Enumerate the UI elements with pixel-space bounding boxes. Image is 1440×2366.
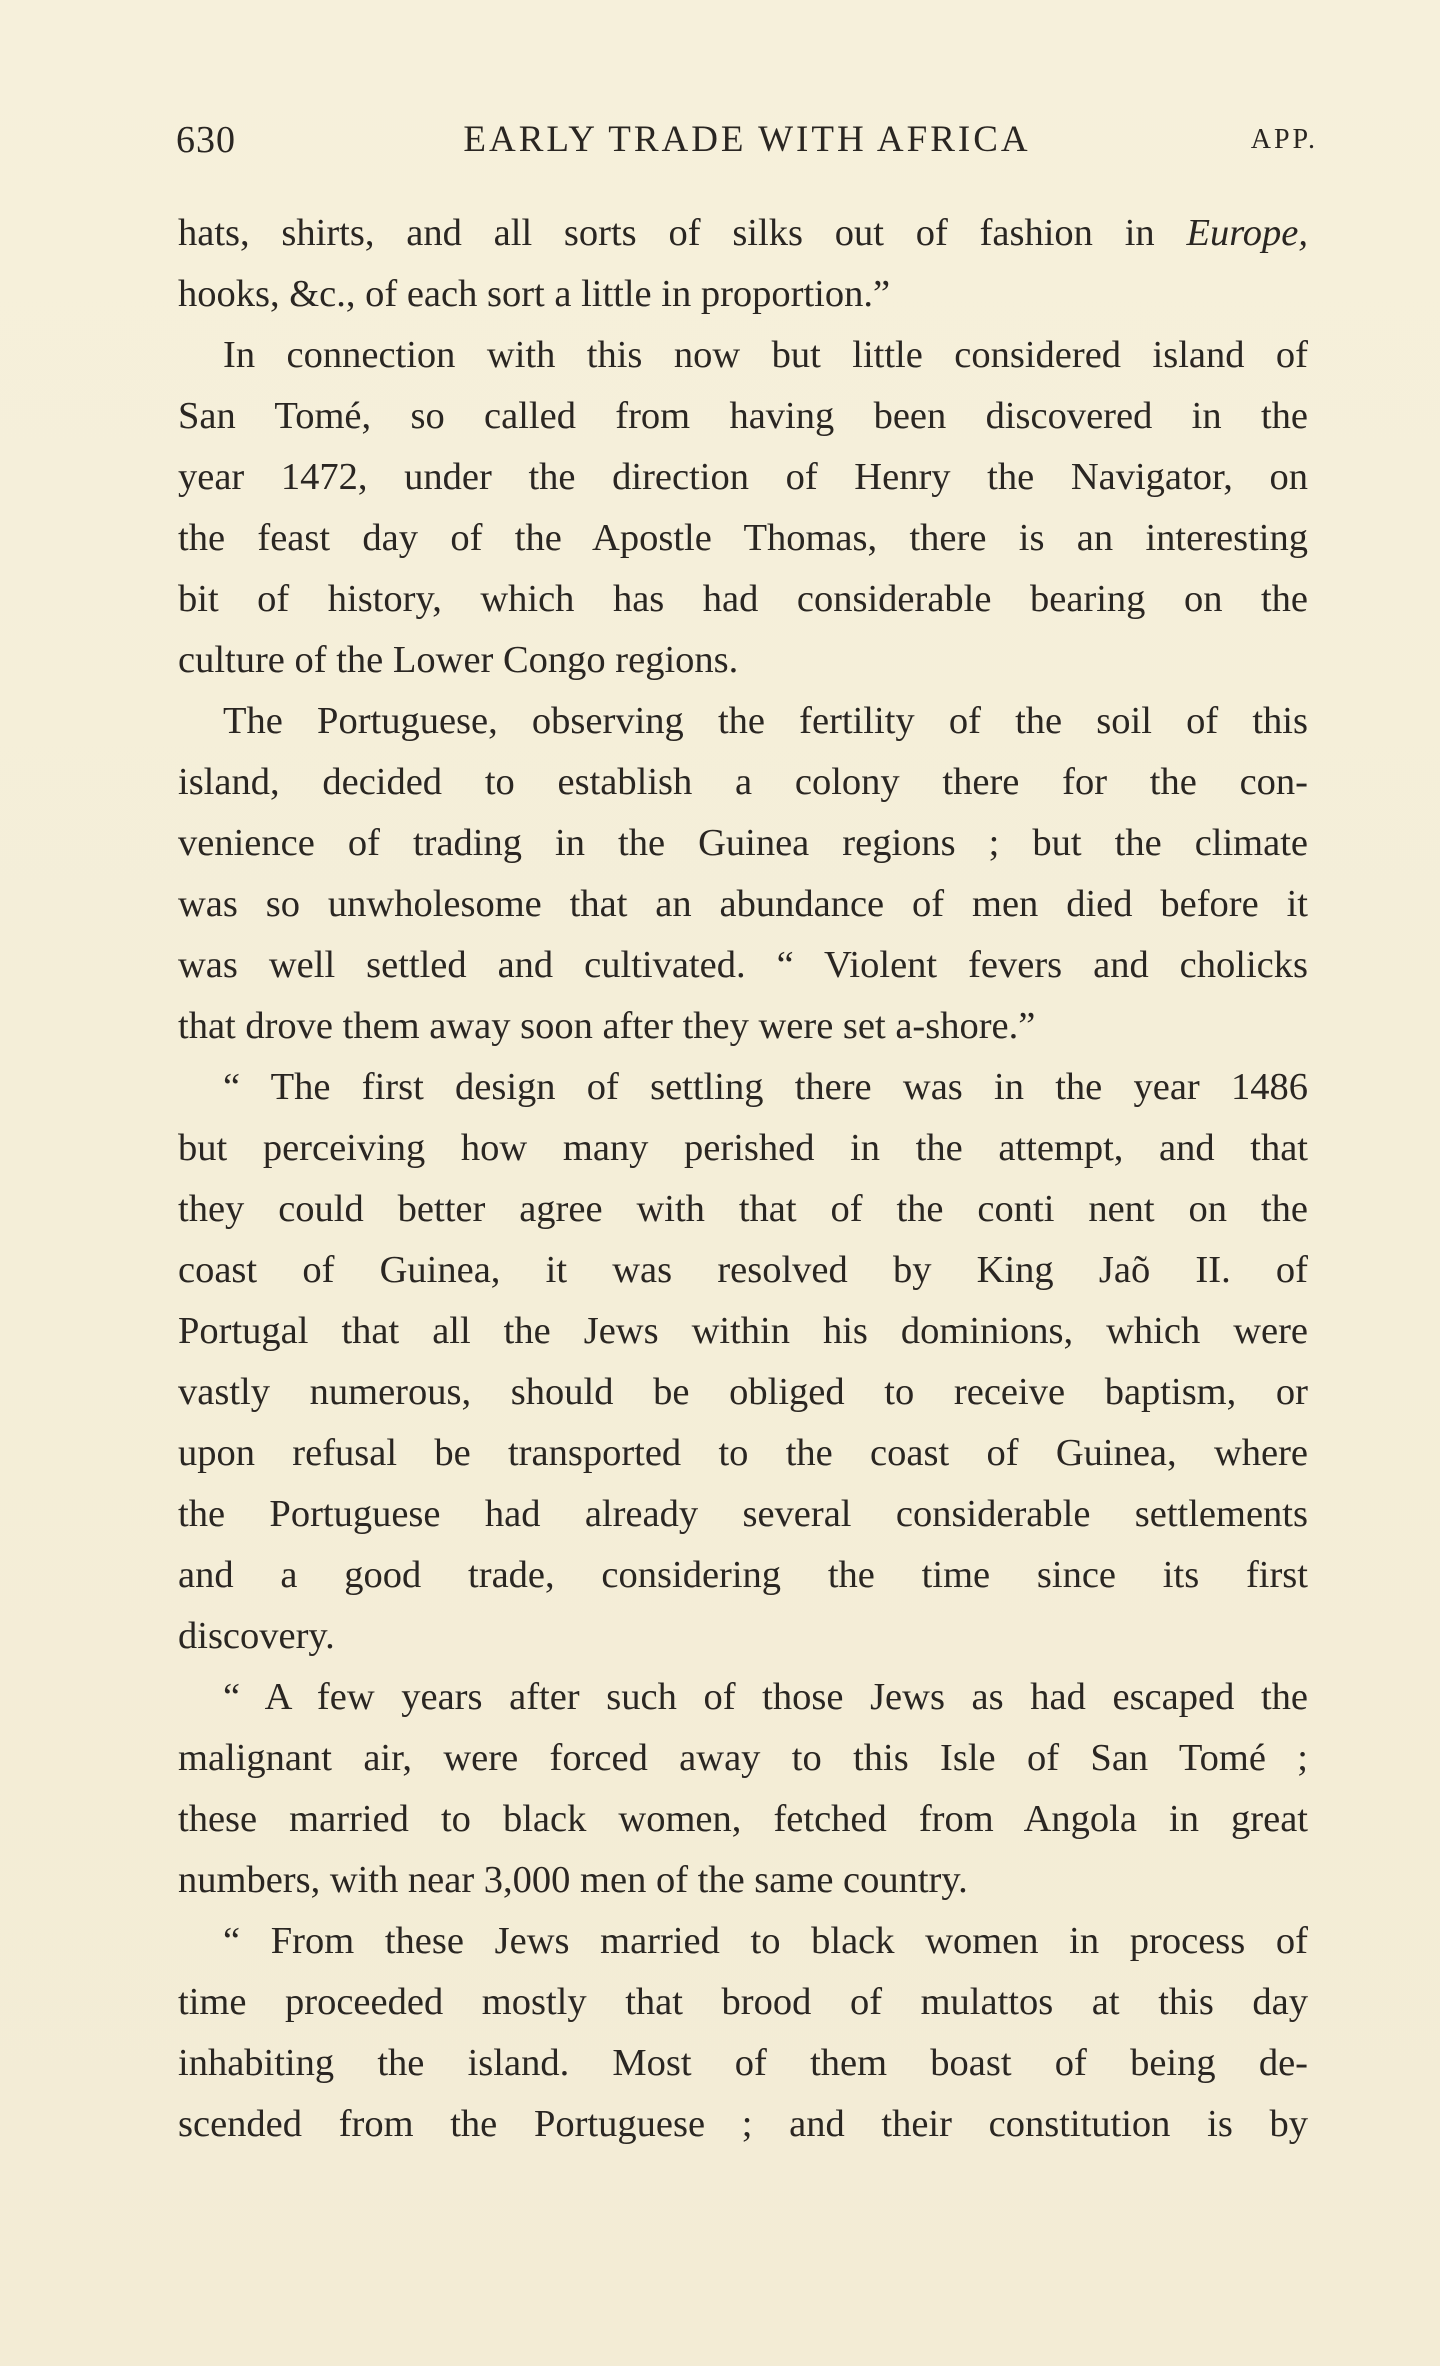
- text-line: year 1472, under the direction of Henry the Navigator, on: [178, 456, 1308, 498]
- text-line: was so unwholesome that an abundance of men died before it: [178, 883, 1308, 925]
- text-line: vastly numerous, should be obliged to receive baptism, or: [178, 1371, 1308, 1413]
- text-line: island, decided to establish a colony there for the con-: [178, 761, 1308, 803]
- section-mark: APP.: [1250, 124, 1318, 155]
- text-line: Portugal that all the Jews within his dominions, which were: [178, 1310, 1308, 1352]
- text-line: culture of the Lower Congo regions.: [178, 639, 739, 681]
- text-line: hooks, &c., of each sort a little in proportion.”: [178, 273, 891, 315]
- text-line: the Portuguese had already several considerable settlements: [178, 1493, 1308, 1535]
- text-line: and a good trade, considering the time since its first: [178, 1554, 1308, 1596]
- running-header: [176, 118, 1318, 166]
- text-line: scended from the Portuguese ; and their constitution is by: [178, 2103, 1308, 2145]
- text-line: they could better agree with that of the conti nent on the: [178, 1188, 1308, 1230]
- running-title: EARLY TRADE WITH AFRICA: [463, 119, 1031, 160]
- page-number: 630: [176, 119, 236, 161]
- text-line: upon refusal be transported to the coast of Guinea, where: [178, 1432, 1308, 1474]
- text-line: that drove them away soon after they were set a-shore.”: [178, 1005, 1036, 1047]
- text-line: these married to black women, fetched from Angola in great: [178, 1798, 1308, 1840]
- text-line: bit of history, which has had considerable bearing on the: [178, 578, 1308, 620]
- text-line: “ A few years after such of those Jews as had escaped the: [223, 1676, 1308, 1718]
- text-line: time proceeded mostly that brood of mulattos at this day: [178, 1981, 1308, 2023]
- text-line: discovery.: [178, 1615, 335, 1657]
- text-line: malignant air, were forced away to this Isle of San Tomé ;: [178, 1737, 1308, 1779]
- text-line: hats, shirts, and all sorts of silks out of fashion in Europe,: [178, 212, 1308, 254]
- text-line: numbers, with near 3,000 men of the same country.: [178, 1859, 968, 1901]
- text-line: coast of Guinea, it was resolved by King Jaõ II. of: [178, 1249, 1308, 1291]
- text-line: but perceiving how many perished in the attempt, and that: [178, 1127, 1308, 1169]
- text-line: venience of trading in the Guinea regions ; but the climate: [178, 822, 1308, 864]
- text-line: The Portuguese, observing the fertility of the soil of this: [223, 700, 1308, 742]
- text-line: “ The first design of settling there was in the year 1486: [223, 1066, 1308, 1108]
- text-line: San Tomé, so called from having been discovered in the: [178, 395, 1308, 437]
- text-line: In connection with this now but little considered island of: [223, 334, 1308, 376]
- text-line: the feast day of the Apostle Thomas, there is an interesting: [178, 517, 1308, 559]
- text-line: inhabiting the island. Most of them boast of being de-: [178, 2042, 1308, 2084]
- text-line: “ From these Jews married to black women in process of: [223, 1920, 1308, 1962]
- body-text: [178, 203, 1308, 2155]
- text-line: was well settled and cultivated. “ Violent fevers and cholicks: [178, 944, 1308, 986]
